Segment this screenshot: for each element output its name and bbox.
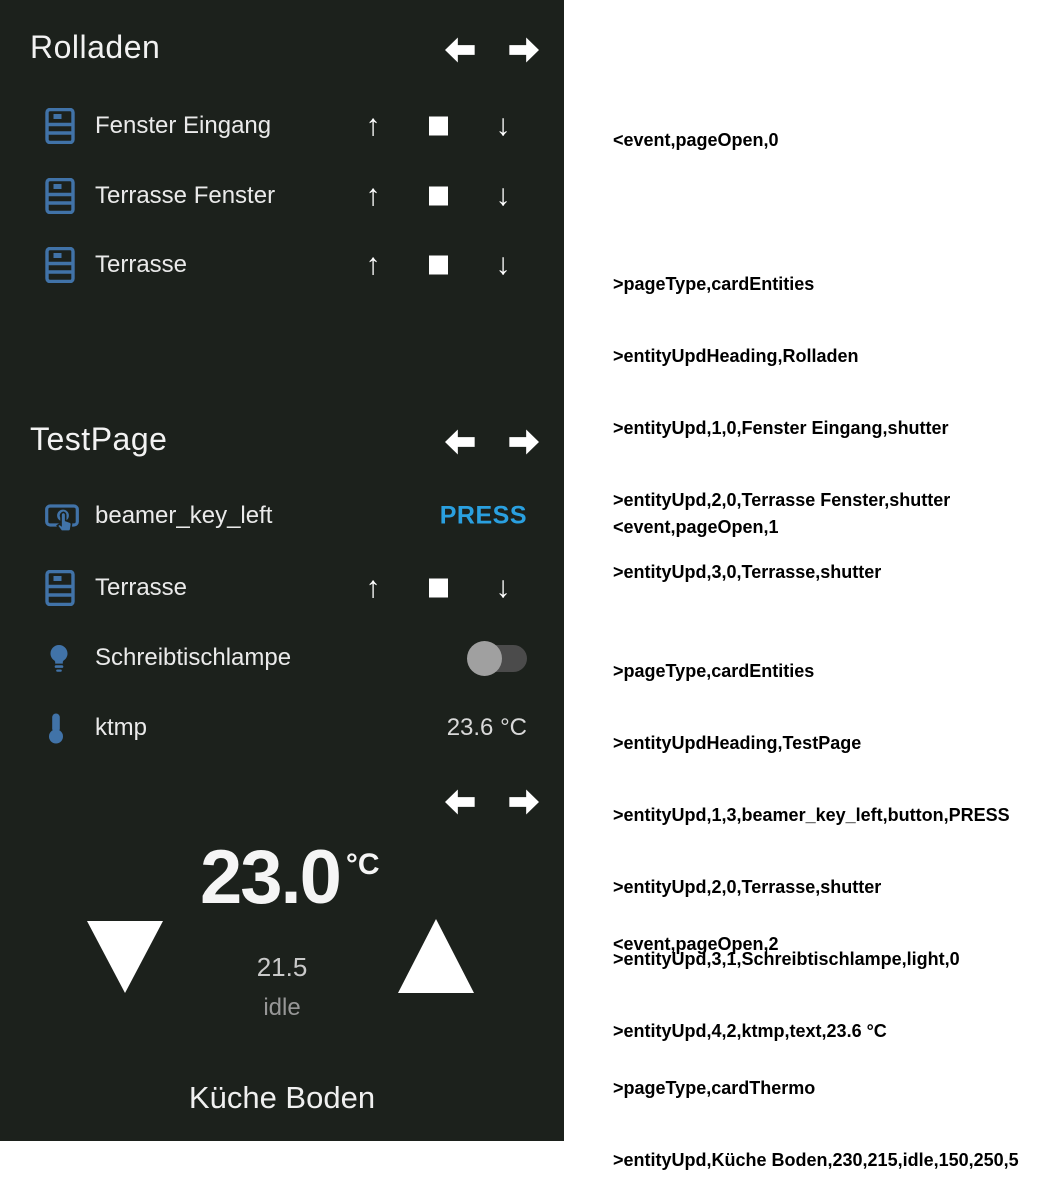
thermometer-icon <box>45 712 67 744</box>
shutter-down-button[interactable]: ↓ <box>495 109 511 142</box>
current-temperature <box>200 835 380 920</box>
entity-label: beamer_key_left <box>95 502 273 529</box>
page-nav <box>440 422 544 462</box>
temperature-unit: °C <box>345 848 380 881</box>
page-title: Rolladen <box>30 29 161 65</box>
arrow-left-icon <box>440 782 480 822</box>
shutter-up-button[interactable]: ↑ <box>365 248 381 281</box>
nav-next-button[interactable] <box>504 422 544 462</box>
shutter-up-button[interactable]: ↑ <box>365 179 381 212</box>
shutter-icon <box>45 247 75 283</box>
log-line: >pageType,cardThermo <box>613 1078 816 1098</box>
shutter-stop-button[interactable] <box>429 256 448 275</box>
press-button[interactable]: PRESS <box>439 501 527 530</box>
shutter-icon <box>45 108 75 144</box>
entity-label: Fenster Eingang <box>95 112 272 139</box>
current-temperature-value: 23.0 <box>200 835 340 920</box>
entity-row-schreibtischlampe <box>0 630 564 686</box>
sensor-value: 23.6 °C <box>446 714 527 741</box>
log-line: >entityUpd,Küche Boden,230,215,idle,150,250,5 <box>613 1150 1019 1170</box>
page-nav <box>440 782 544 822</box>
shutter-stop-button[interactable] <box>429 117 448 136</box>
entity-row-beamer-key-left <box>0 488 564 544</box>
entity-row-ktmp <box>0 700 564 756</box>
entity-row-fenster-eingang <box>0 98 564 154</box>
arrow-left-icon <box>440 422 480 462</box>
arrow-right-icon <box>504 782 544 822</box>
arrow-left-icon <box>440 30 480 70</box>
log-line <box>613 1004 1019 1028</box>
log-line: >entityUpd,3,1,Schreibtischlampe,light,0 <box>613 949 960 969</box>
page-nav <box>440 30 544 70</box>
thermostat-entity-name: Küche Boden <box>188 1080 376 1115</box>
log-line: >pageType,cardEntities <box>613 274 815 294</box>
target-temperature-value: 21.5 <box>256 952 308 982</box>
arrow-right-icon <box>504 422 544 462</box>
shutter-icon <box>45 570 75 606</box>
shutter-up-button[interactable]: ↑ <box>365 109 381 142</box>
log-line <box>613 200 950 224</box>
nav-prev-button[interactable] <box>440 30 480 70</box>
log-line: >entityUpd,4,2,ktmp,text,23.6 °C <box>613 1021 887 1041</box>
arrow-right-icon <box>504 30 544 70</box>
tap-button-icon <box>45 501 79 532</box>
shutter-stop-button[interactable] <box>429 579 448 598</box>
light-toggle-switch[interactable] <box>467 640 527 676</box>
entity-row-terrasse <box>0 560 564 616</box>
shutter-down-button[interactable]: ↓ <box>495 179 511 212</box>
log-line: >entityUpd,1,0,Fenster Eingang,shutter <box>613 418 949 438</box>
log-line: >entityUpd,2,0,Terrasse Fenster,shutter <box>613 490 951 510</box>
entity-label: Terrasse <box>95 574 188 601</box>
entity-label: Terrasse <box>95 251 188 278</box>
log-line: >entityUpdHeading,TestPage <box>613 733 862 753</box>
light-bulb-icon <box>45 644 73 673</box>
log-line <box>613 587 1010 611</box>
entity-label: ktmp <box>95 714 148 741</box>
log-line: <event,pageOpen,2 <box>613 934 779 954</box>
shutter-icon <box>45 178 75 214</box>
log-line: <event,pageOpen,0 <box>613 130 779 150</box>
page-title: TestPage <box>30 421 168 457</box>
entity-label: Schreibtischlampe <box>95 644 292 671</box>
nav-next-button[interactable] <box>504 30 544 70</box>
serial-log-block-page2 <box>613 884 1019 1196</box>
log-line: >entityUpd,1,3,beamer_key_left,button,PRESS <box>613 805 1010 825</box>
toggle-knob <box>467 641 502 676</box>
shutter-stop-button[interactable] <box>429 187 448 206</box>
nav-next-button[interactable] <box>504 782 544 822</box>
log-line: >entityUpd,2,0,Terrasse,shutter <box>613 877 882 897</box>
nav-prev-button[interactable] <box>440 422 480 462</box>
shutter-down-button[interactable]: ↓ <box>495 248 511 281</box>
log-line: >pageType,cardEntities <box>613 661 815 681</box>
hvac-state: idle <box>263 994 301 1021</box>
log-line: <event,pageOpen,1 <box>613 517 779 537</box>
log-line: >entityUpd,3,0,Terrasse,shutter <box>613 562 882 582</box>
nav-prev-button[interactable] <box>440 782 480 822</box>
shutter-up-button[interactable]: ↑ <box>365 571 381 604</box>
log-line: >entityUpdHeading,Rolladen <box>613 346 859 366</box>
shutter-down-button[interactable]: ↓ <box>495 571 511 604</box>
entity-label: Terrasse Fenster <box>95 182 276 209</box>
entity-row-terrasse <box>0 237 564 293</box>
entity-row-terrasse-fenster <box>0 168 564 224</box>
